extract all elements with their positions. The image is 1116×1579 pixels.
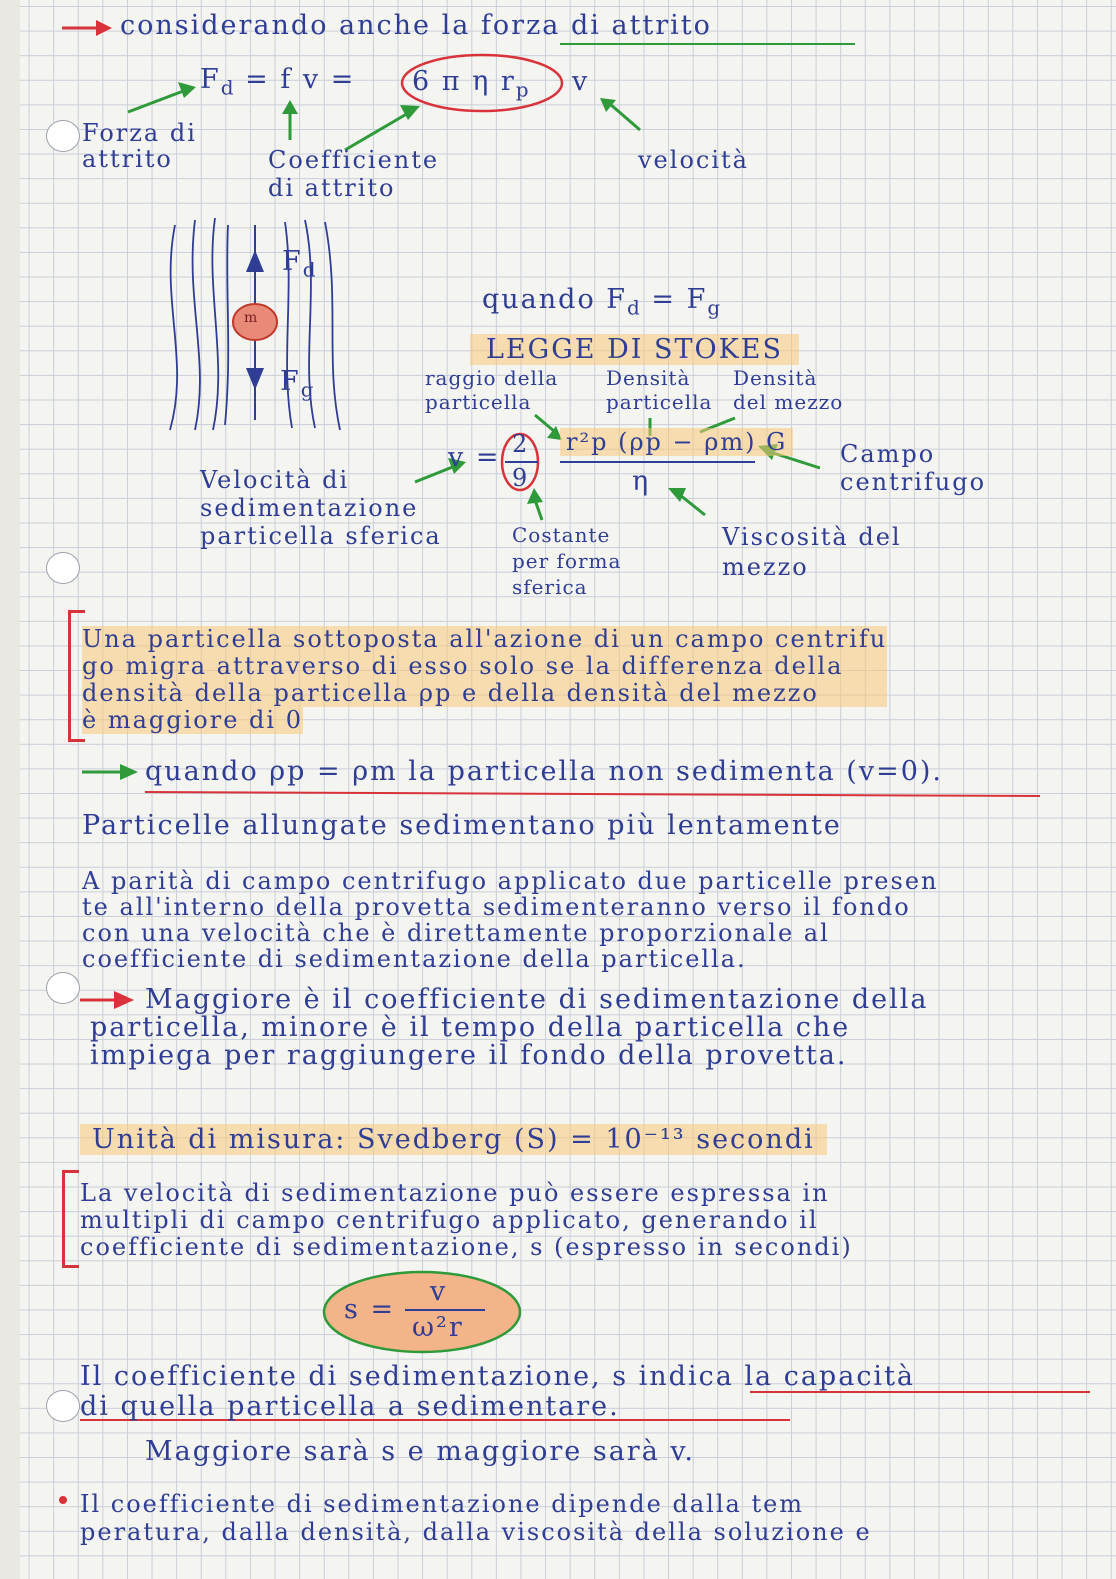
paragraph-greater-s: Maggiore sarà s e maggiore sarà v. [145, 1436, 696, 1467]
paragraph-parity: A parità di campo centrifugo applicato due particelle presen te all'interno della provetta sedimenteranno verso il fondo con una velocità che è direttamente proporzionale al coefficiente di sedimentazione della particella. [82, 867, 939, 973]
paragraph-expressed: La velocità di sedimentazione può essere espressa in multipli di campo centrifugo applicato, generando il coefficiente di sedimentazione, s (espresso in secondi) [80, 1179, 853, 1261]
velocity-symbol: v [572, 66, 590, 97]
paragraph-indicates: Il coefficiente di sedimentazione, s indica la capacità di quella particella a sedimentare. [80, 1361, 916, 1422]
label-shape-constant: Costante per forma sferica [512, 523, 622, 599]
paragraph-elongated: Particelle allungate sedimentano più lentamente [82, 810, 842, 841]
fraction-numerator: 2 [512, 430, 530, 458]
paragraph-equal-density: quando ρp = ρm la particella non sedimenta (v=0). [145, 756, 943, 787]
label-centrifugal-field: Campo centrifugo [840, 440, 987, 496]
label-velocity: velocità [638, 146, 749, 174]
s-formula-denominator: ω²r [412, 1312, 464, 1343]
label-friction-force: Forza di attrito [82, 119, 197, 173]
stokes-term: 6 π η $r_p$ [412, 66, 530, 102]
label-particle-density: Densità particella [606, 366, 713, 414]
drag-force-label: $F_d$ [282, 246, 317, 282]
s-formula-lhs: s = [344, 1294, 396, 1325]
stokes-condition: quando $F_d = F_g$ [482, 284, 722, 320]
stokes-numerator: r²p (ρp − ρm) G [560, 428, 793, 456]
stokes-denominator: η [632, 466, 651, 497]
paragraph-bracket [62, 1170, 79, 1268]
stokes-title: LEGGE DI STOKES [470, 334, 799, 365]
label-friction-coefficient: Coefficiente di attrito [268, 146, 440, 202]
header-text: considerando anche la forza di attrito [120, 10, 712, 41]
friction-equation: $F_d = f$ v = [200, 64, 356, 100]
gravity-force-label: $F_g$ [280, 366, 315, 402]
stokes-lhs: v = [448, 442, 501, 473]
label-particle-radius: raggio della particella [425, 366, 559, 414]
s-formula-numerator: v [430, 1276, 448, 1307]
unit-of-measure: Unità di misura: Svedberg (S) = 10⁻¹³ secondi [80, 1124, 827, 1155]
paragraph-depends: Il coefficiente di sedimentazione dipende dalla tem peratura, dalla densità, dalla viscosità della soluzione e [80, 1490, 872, 1546]
paragraph-greater: Maggiore è il coefficiente di sedimentazione della particella, minore è il tempo della particella che impiega per raggiungere il fondo della provetta. [90, 984, 929, 1071]
paragraph-centrifuge: Una particella sottoposta all'azione di un campo centrifu go migra attraverso di esso solo se la differenza della densità della particella ρp e della densità del mezzo è maggiore di 0 [82, 625, 888, 734]
label-medium-density: Densità del mezzo [733, 366, 844, 414]
label-sedimentation-velocity: Velocità di sedimentazione particella sferica [200, 466, 442, 550]
label-viscosity: Viscosità del mezzo [722, 523, 902, 581]
fraction-denominator: 9 [512, 464, 530, 492]
particle-mass-label: m [244, 310, 259, 326]
